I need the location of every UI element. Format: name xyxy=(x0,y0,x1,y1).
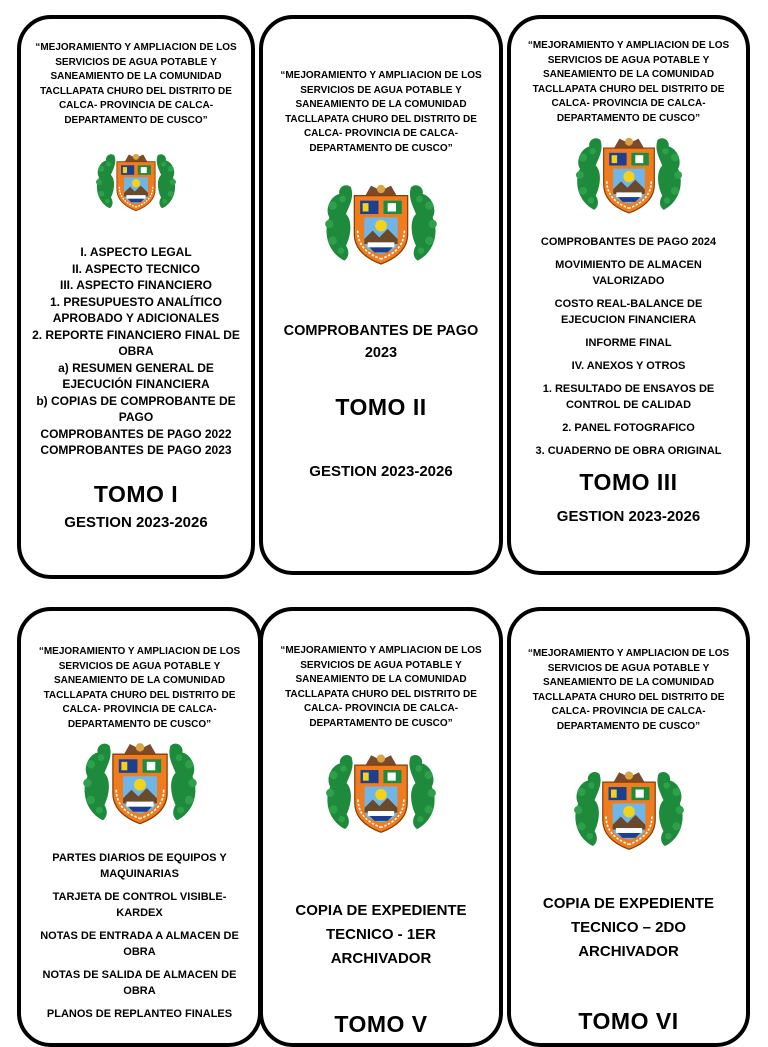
project-title: “MEJORAMIENTO Y AMPLIACION DE LOS SERVICIOS DE AGUA POTABLE Y SANEAMIENTO DE LA COMUNIDAD TACLLAPATA CHURO DEL DISTRITO DE CALCA- PROVINCIA DE CALCA- DEPARTAMENTO DE CUSCO” xyxy=(38,646,241,730)
municipal-crest-icon xyxy=(79,736,201,830)
binder-label-tomo-4 xyxy=(17,607,262,1047)
contents-item: COMPROBANTES DE PAGO 2023 xyxy=(40,443,232,457)
tomo-subtitle: COPIA DE EXPEDIENTE TECNICO – 2DO ARCHIVADOR xyxy=(542,895,715,960)
tomo-1-contents xyxy=(26,244,246,459)
municipal-crest-icon xyxy=(570,764,688,856)
tomo-subtitle: COMPROBANTES DE PAGO 2023 xyxy=(283,323,479,361)
tomo-subtitle: COPIA DE EXPEDIENTE TECNICO - 1ER ARCHIVADOR xyxy=(295,902,467,967)
contents-item: I. ASPECTO LEGAL xyxy=(80,245,192,259)
project-title: “MEJORAMIENTO Y AMPLIACION DE LOS SERVICIOS DE AGUA POTABLE Y SANEAMIENTO DE LA COMUNIDAD TACLLAPATA CHURO DEL DISTRITO DE CALCA- PROVINCIA DE CALCA- DEPARTAMENTO DE CUSCO” xyxy=(280,645,482,729)
binder-label-tomo-6 xyxy=(507,607,750,1047)
tomo-number: TOMO V xyxy=(334,1011,428,1037)
municipal-crest-icon xyxy=(93,136,179,228)
contents-item: 2. REPORTE FINANCIERO FINAL DE OBRA xyxy=(32,327,240,358)
tomo-3-contents xyxy=(523,234,735,459)
tomo-number: TOMO II xyxy=(335,394,427,420)
contents-item: 2. PANEL FOTOGRAFICO xyxy=(562,422,695,434)
contents-item: MOVIMIENTO DE ALMACEN VALORIZADO xyxy=(555,259,702,287)
gestion-period: GESTION 2023-2026 xyxy=(309,463,453,480)
project-title: “MEJORAMIENTO Y AMPLIACION DE LOS SERVICIOS DE AGUA POTABLE Y SANEAMIENTO DE LA COMUNIDAD TACLLAPATA CHURO DEL DISTRITO DE CALCA- PROVINCIA DE CALCA- DEPARTAMENTO DE CUSCO” xyxy=(527,40,730,124)
contents-item: COMPROBANTES DE PAGO 2024 xyxy=(540,236,717,248)
gestion-period: GESTION 2023-2026 xyxy=(64,513,208,531)
contents-item: INFORME FINAL xyxy=(585,337,672,349)
municipal-crest-icon xyxy=(572,130,686,220)
binder-label-tomo-2 xyxy=(259,15,503,575)
municipal-crest-icon xyxy=(322,747,440,839)
binder-label-tomo-1 xyxy=(17,15,255,579)
contents-item: TARJETA DE CONTROL VISIBLE-KARDEX xyxy=(52,891,227,919)
contents-item: COMPROBANTES DE PAGO 2022 xyxy=(40,426,232,441)
tomo-number: TOMO I xyxy=(93,480,179,507)
project-title: “MEJORAMIENTO Y AMPLIACION DE LOS SERVICIOS DE AGUA POTABLE Y SANEAMIENTO DE LA COMUNIDAD TACLLAPATA CHURO DEL DISTRITO DE CALCA- PROVINCIA DE CALCA- DEPARTAMENTO DE CUSCO” xyxy=(280,70,482,154)
contents-item: 1. PRESUPUESTO ANALÍTICO APROBADO Y ADICIONALES xyxy=(49,294,223,325)
contents-item: b) COPIAS DE COMPROBANTE DE PAGO xyxy=(36,393,236,424)
contents-item: COSTO REAL-BALANCE DE EJECUCION FINANCIERA xyxy=(554,298,703,326)
tomo-4-contents xyxy=(34,850,246,1022)
binder-label-tomo-3 xyxy=(507,15,750,575)
contents-item: PLANOS DE REPLANTEO FINALES xyxy=(46,1008,233,1020)
tomo-number: TOMO VI xyxy=(578,1008,679,1034)
contents-item: III. ASPECTO FINANCIERO xyxy=(59,278,212,292)
binder-label-tomo-5 xyxy=(259,607,503,1047)
contents-item: II. ASPECTO TECNICO xyxy=(71,261,200,276)
contents-item: IV. ANEXOS Y OTROS xyxy=(571,360,686,372)
contents-item: NOTAS DE ENTRADA A ALMACEN DE OBRA xyxy=(40,930,239,958)
contents-item: NOTAS DE SALIDA DE ALMACEN DE OBRA xyxy=(42,969,237,997)
project-title: “MEJORAMIENTO Y AMPLIACION DE LOS SERVICIOS DE AGUA POTABLE Y SANEAMIENTO DE LA COMUNIDAD TACLLAPATA CHURO DEL DISTRITO DE CALCA- PROVINCIA DE CALCA- DEPARTAMENTO DE CUSCO” xyxy=(527,648,730,732)
gestion-period: GESTION 2023-2026 xyxy=(556,508,701,525)
contents-item: PARTES DIARIOS DE EQUIPOS Y MAQUINARIAS xyxy=(52,852,227,880)
contents-item: a) RESUMEN GENERAL DE EJECUCIÓN FINANCIERA xyxy=(58,360,214,391)
contents-item: 1. RESULTADO DE ENSAYOS DE CONTROL DE CALIDAD xyxy=(542,383,715,411)
municipal-crest-icon xyxy=(321,178,441,270)
project-title: “MEJORAMIENTO Y AMPLIACION DE LOS SERVICIOS DE AGUA POTABLE Y SANEAMIENTO DE LA COMUNIDAD TACLLAPATA CHURO DEL DISTRITO DE CALCA- PROVINCIA DE CALCA- DEPARTAMENTO DE CUSCO” xyxy=(35,42,237,126)
tomo-number: TOMO III xyxy=(579,469,678,495)
contents-item: 3. CUADERNO DE OBRA ORIGINAL xyxy=(535,445,722,457)
